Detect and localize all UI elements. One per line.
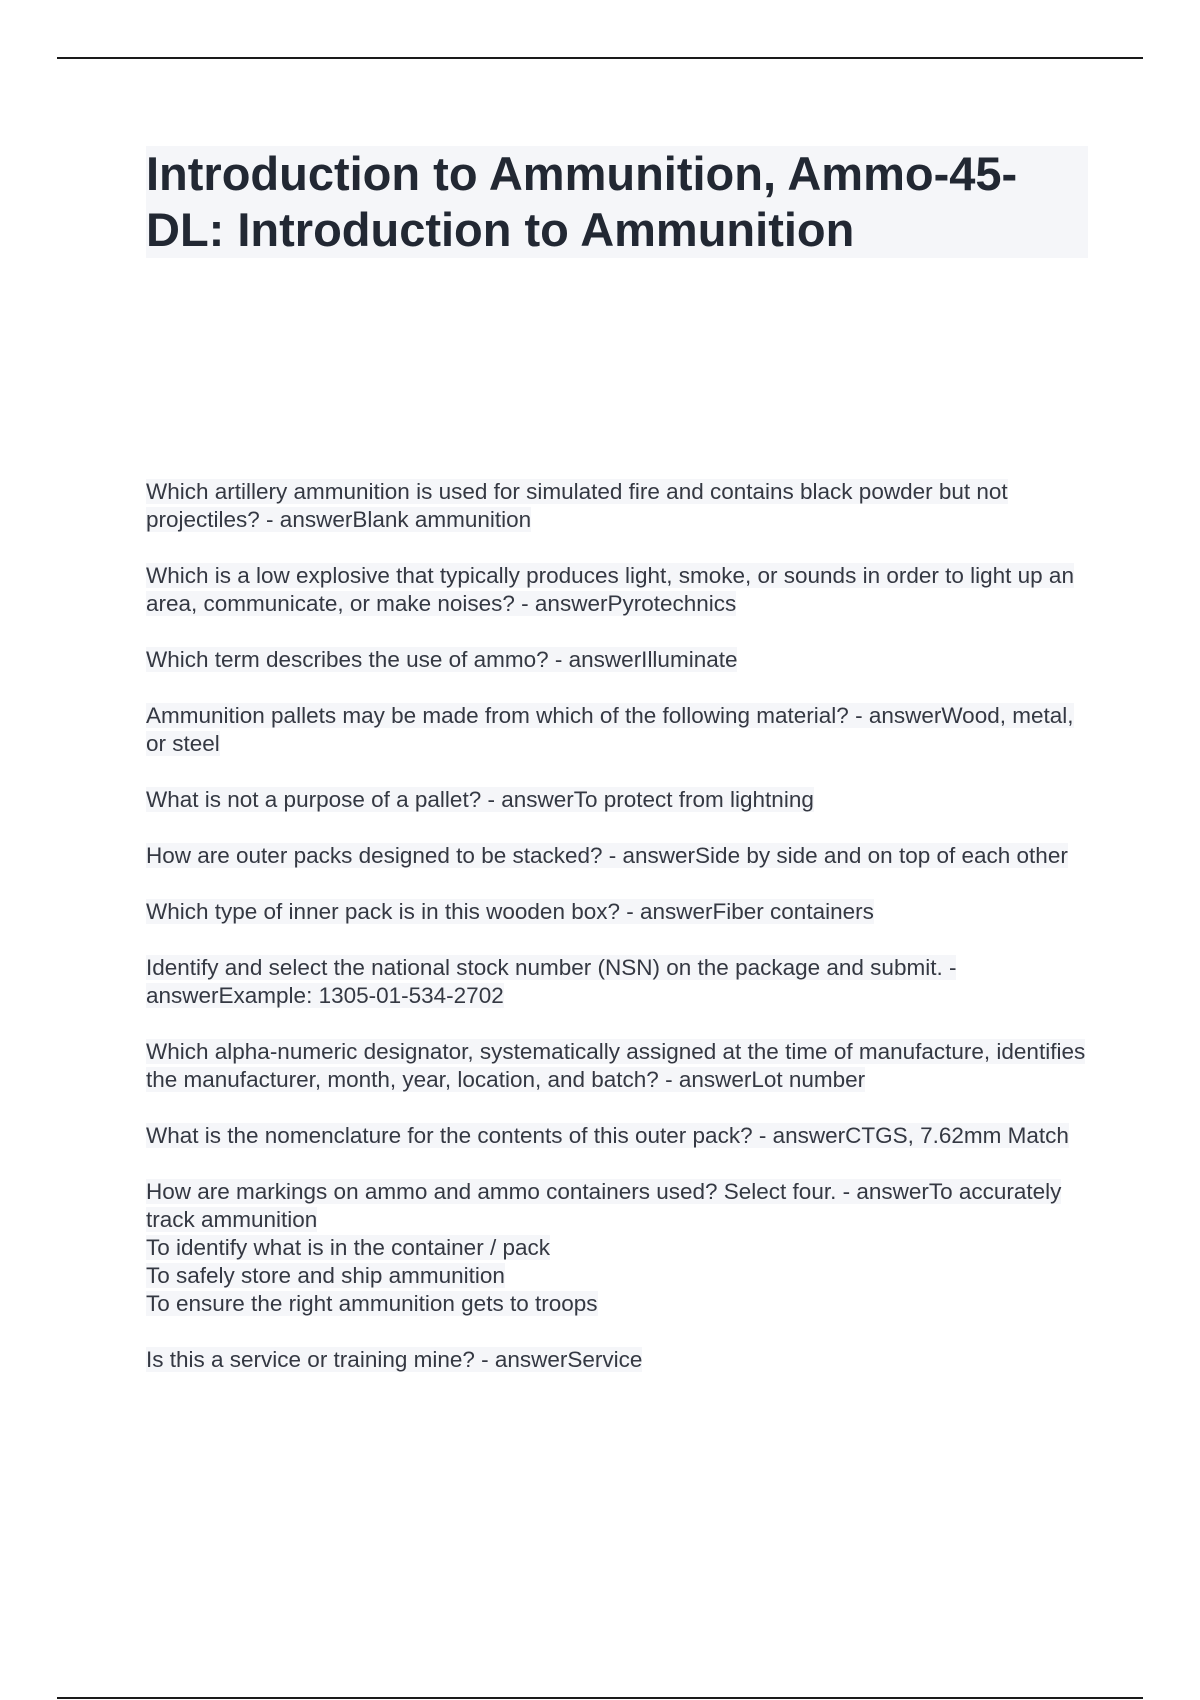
qa-text: What is not a purpose of a pallet? - answerTo protect from lightning <box>146 787 814 812</box>
qa-text: Ammunition pallets may be made from which of the following material? - answerWood, metal, or steel <box>146 703 1074 756</box>
qa-item <box>146 842 1088 870</box>
qa-item <box>146 1122 1088 1150</box>
qa-item <box>146 898 1088 926</box>
qa-item <box>146 478 1088 534</box>
qa-text: How are outer packs designed to be stacked? - answerSide by side and on top of each other <box>146 843 1068 868</box>
qa-text: Which alpha-numeric designator, systematically assigned at the time of manufacture, identifies the manufacturer, month, year, location, and batch? - answerLot number <box>146 1039 1086 1092</box>
qa-text: What is the nomenclature for the contents of this outer pack? - answerCTGS, 7.62mm Match <box>146 1123 1069 1148</box>
qa-item <box>146 646 1088 674</box>
qa-item <box>146 786 1088 814</box>
bottom-rule <box>57 1697 1143 1699</box>
qa-text: Is this a service or training mine? - answerService <box>146 1347 643 1372</box>
qa-item <box>146 562 1088 618</box>
qa-text: Which type of inner pack is in this wooden box? - answerFiber containers <box>146 899 874 924</box>
qa-text: Which term describes the use of ammo? - answerIlluminate <box>146 647 738 672</box>
title-block <box>146 146 1088 258</box>
qa-item <box>146 702 1088 758</box>
qa-text: How are markings on ammo and ammo containers used? Select four. - answerTo accurately track ammunition To identify what is in the container / pack To safely store and ship ammunition To ensure the right ammunition gets to troops <box>146 1179 1062 1316</box>
qa-item <box>146 1178 1088 1318</box>
top-rule <box>57 57 1143 59</box>
qa-item <box>146 1346 1088 1374</box>
qa-item <box>146 954 1088 1010</box>
qa-text: Identify and select the national stock number (NSN) on the package and submit. - answerExample: 1305-01-534-2702 <box>146 955 957 1008</box>
document-title: Introduction to Ammunition, Ammo-45-DL: Introduction to Ammunition <box>146 147 1018 256</box>
qa-list <box>146 478 1088 1402</box>
qa-text: Which artillery ammunition is used for simulated fire and contains black powder but not projectiles? - answerBlank ammunition <box>146 479 1008 532</box>
qa-text: Which is a low explosive that typically produces light, smoke, or sounds in order to light up an area, communicate, or make noises? - answerPyrotechnics <box>146 563 1074 616</box>
qa-item <box>146 1038 1088 1094</box>
